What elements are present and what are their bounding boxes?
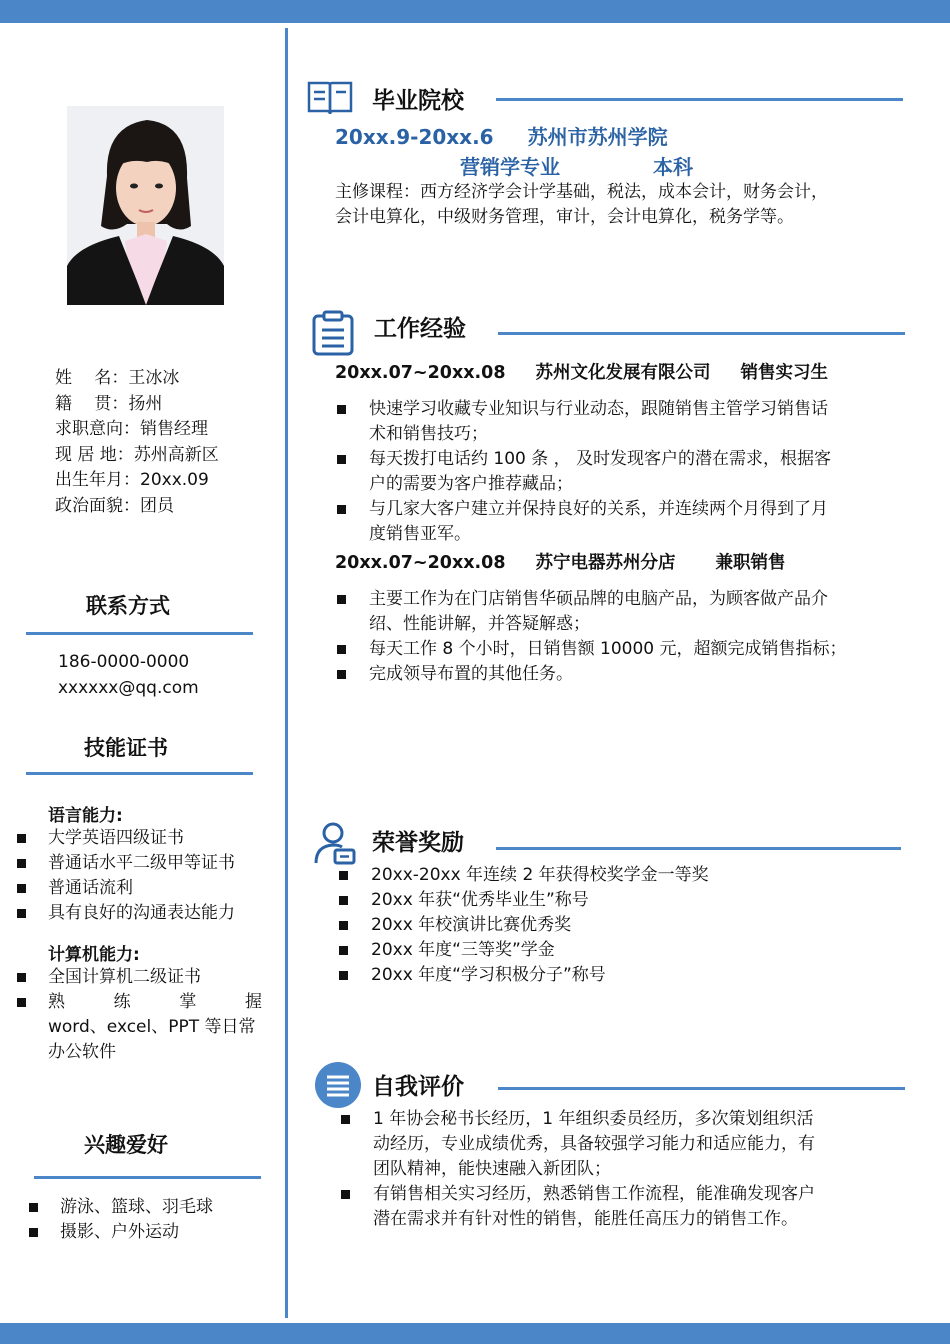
justified-line: 熟 练 掌 握 xyxy=(48,992,262,1012)
info-row-objective: 求职意向：销售经理 xyxy=(55,419,208,439)
job-company: 苏州文化发展有限公司 xyxy=(535,363,711,383)
honors-rule xyxy=(496,847,901,850)
personal-info xyxy=(55,366,219,519)
list-item: 每天工作 8 个小时，日销售额 10000 元，超额完成销售指标； xyxy=(336,637,906,662)
job-company: 苏宁电器苏州分店 xyxy=(535,553,676,573)
bullet-icon xyxy=(341,1190,350,1199)
computer-list xyxy=(16,965,276,1065)
bullet-icon xyxy=(337,670,346,679)
list-item: 熟 练 掌 握 word、excel、PPT 等日常 办公软件 xyxy=(16,990,276,1065)
bullet-icon xyxy=(17,998,26,1007)
list-item: 摄影、户外运动 xyxy=(28,1220,268,1245)
column-divider xyxy=(285,28,288,1318)
list-item: 与几家大客户建立并保持良好的关系，并连续两个月得到了月 度销售亚军。 xyxy=(336,497,906,547)
job-period: 20xx.07~20xx.08 xyxy=(335,553,506,573)
contact-phone: 186-0000-0000 xyxy=(58,652,190,672)
list-item: 每天拨打电话约 100 条 ， 及时发现客户的潜在需求，根据客 户的需要为客户推荐藏品； xyxy=(336,447,906,497)
list-item: 主要工作为在门店销售华硕品牌的电脑产品，为顾客做产品介 绍、性能讲解，并答疑解惑； xyxy=(336,587,906,637)
honors-list xyxy=(338,863,898,988)
education-school: 苏州市苏州学院 xyxy=(527,125,668,149)
job-header xyxy=(335,549,786,574)
info-row-birth: 出生年月：20xx.09 xyxy=(55,470,209,490)
bullet-icon xyxy=(337,505,346,514)
list-item: 全国计算机二级证书 xyxy=(16,965,276,990)
bullet-icon xyxy=(17,884,26,893)
work-title: 工作经验 xyxy=(374,316,466,342)
hobbies-title: 兴趣爱好 xyxy=(84,1133,168,1157)
job-duties-list xyxy=(336,397,906,547)
bullet-icon xyxy=(339,921,348,930)
profile-photo xyxy=(67,106,224,305)
education-degree: 本科 xyxy=(653,155,693,179)
list-item: 普通话水平二级甲等证书 xyxy=(16,851,276,876)
bullet-icon xyxy=(29,1228,38,1237)
clipboard-icon xyxy=(311,310,355,356)
education-rule xyxy=(496,98,903,101)
info-row-hometown: 籍 贯：扬州 xyxy=(55,393,163,414)
bullet-icon xyxy=(337,405,346,414)
person-badge-icon xyxy=(313,820,357,866)
top-accent-bar xyxy=(0,0,950,23)
bullet-icon xyxy=(17,909,26,918)
info-row-residence: 现 居 地：苏州高新区 xyxy=(55,444,219,465)
education-courses: 主修课程：西方经济学会计学基础，税法，成本会计，财务会计， 会计电算化，中级财务管理，审计，会计电算化，税务学等。 xyxy=(335,182,828,227)
hobbies-rule xyxy=(34,1176,261,1179)
bullet-icon xyxy=(17,859,26,868)
bullet-icon xyxy=(339,871,348,880)
bullet-icon xyxy=(17,973,26,982)
list-item: 普通话流利 xyxy=(16,876,276,901)
list-item: 完成领导布置的其他任务。 xyxy=(336,662,906,687)
list-item: 20xx 年度“学习积极分子”称号 xyxy=(338,963,898,988)
list-item: 快速学习收藏专业知识与行业动态，跟随销售主管学习销售话 术和销售技巧； xyxy=(336,397,906,447)
list-circle-icon xyxy=(314,1061,362,1109)
self-eval-list xyxy=(340,1107,900,1232)
bullet-icon xyxy=(341,1115,350,1124)
bottom-accent-bar xyxy=(0,1323,950,1344)
contact-details xyxy=(58,649,199,701)
skills-title: 技能证书 xyxy=(84,736,168,760)
bullet-icon xyxy=(29,1203,38,1212)
self-eval-title: 自我评价 xyxy=(372,1074,464,1100)
bullet-icon xyxy=(337,595,346,604)
self-eval-rule xyxy=(498,1087,905,1090)
list-item: 具有良好的沟通表达能力 xyxy=(16,901,276,926)
honors-title: 荣誉奖励 xyxy=(372,830,464,856)
job-duties-list xyxy=(336,587,906,687)
job-role: 销售实习生 xyxy=(740,363,829,383)
contact-rule xyxy=(26,632,253,635)
language-heading: 语言能力: xyxy=(48,806,123,826)
bullet-icon xyxy=(337,645,346,654)
skills-rule xyxy=(26,772,253,775)
list-item: 20xx-20xx 年连续 2 年获得校奖学金一等奖 xyxy=(338,863,898,888)
info-row-political: 政治面貌：团员 xyxy=(55,495,174,516)
list-item: 大学英语四级证书 xyxy=(16,826,276,851)
bullet-icon xyxy=(339,971,348,980)
work-rule xyxy=(498,332,905,335)
bullet-icon xyxy=(337,455,346,464)
hobbies-list xyxy=(28,1195,268,1245)
job-period: 20xx.07~20xx.08 xyxy=(335,363,506,383)
list-item: 20xx 年校演讲比赛优秀奖 xyxy=(338,913,898,938)
education-major-degree xyxy=(460,151,693,180)
list-item: 20xx 年获“优秀毕业生”称号 xyxy=(338,888,898,913)
list-item: 20xx 年度“三等奖”学金 xyxy=(338,938,898,963)
list-item: 1 年协会秘书长经历，1 年组织委员经历，多次策划组织活 动经历，专业成绩优秀，具备较强学习能力和适应能力，有 团队精神，能快速融入新团队； xyxy=(340,1107,900,1182)
education-period-school xyxy=(335,121,668,150)
info-row-name: 姓 名：王冰冰 xyxy=(55,368,180,388)
job-header xyxy=(335,359,828,384)
bullet-icon xyxy=(339,896,348,905)
job-role: 兼职销售 xyxy=(715,553,786,573)
language-list xyxy=(16,826,276,926)
bullet-icon xyxy=(339,946,348,955)
list-item: 有销售相关实习经历，熟悉销售工作流程，能准确发现客户 潜在需求并有针对性的销售，能胜任高压力的销售工作。 xyxy=(340,1182,900,1232)
contact-email: xxxxxx@qq.com xyxy=(58,678,199,698)
contact-title: 联系方式 xyxy=(86,594,170,618)
computer-heading: 计算机能力: xyxy=(48,945,140,965)
list-item: 游泳、篮球、羽毛球 xyxy=(28,1195,268,1220)
education-period: 20xx.9-20xx.6 xyxy=(335,125,494,149)
education-title: 毕业院校 xyxy=(372,88,464,114)
bullet-icon xyxy=(17,834,26,843)
education-major: 营销学专业 xyxy=(460,155,560,179)
book-icon xyxy=(306,79,354,117)
